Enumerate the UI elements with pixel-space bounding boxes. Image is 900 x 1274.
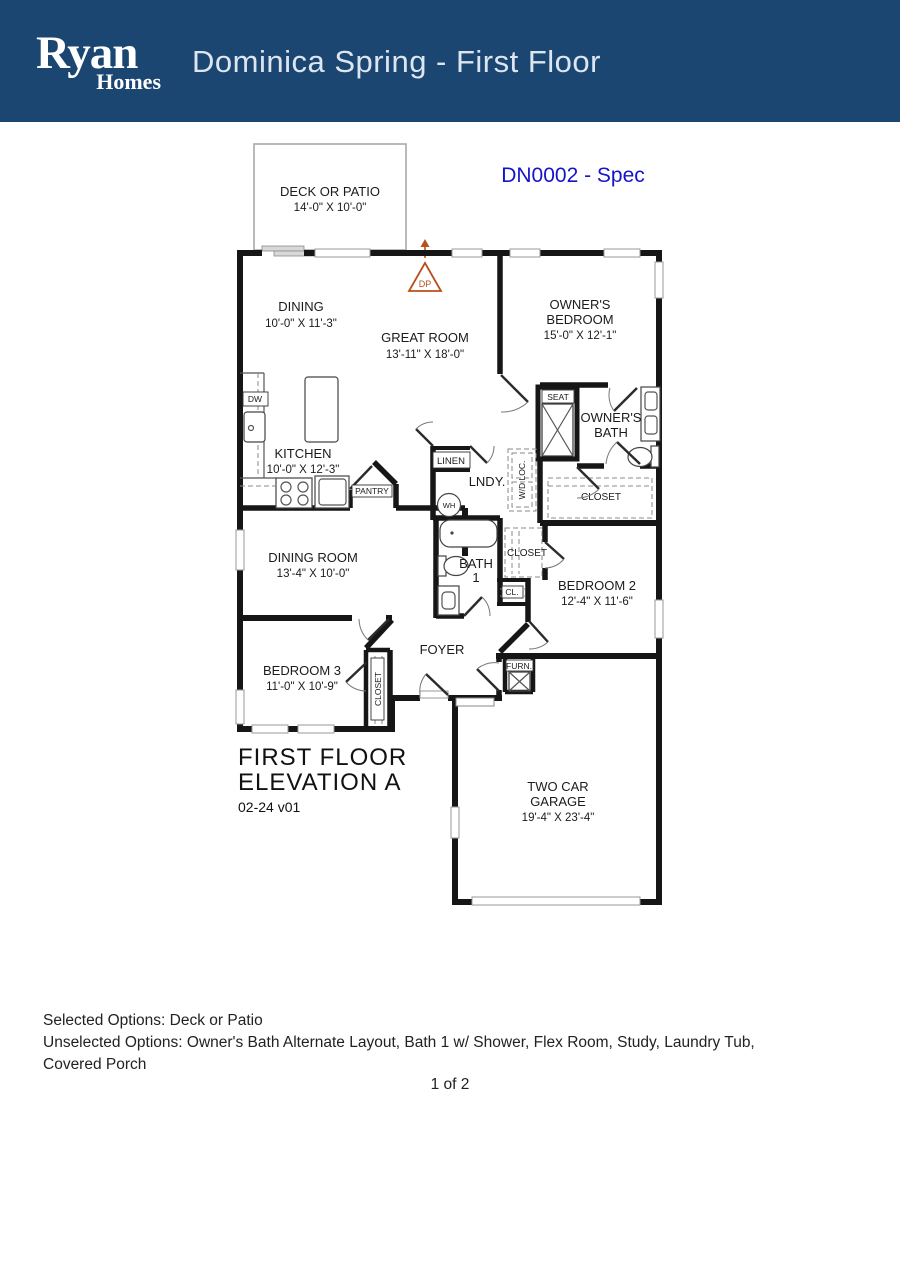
bath1-name1: BATH	[459, 556, 493, 571]
deck-or-patio	[254, 144, 406, 256]
dining-dims: 10'-0" X 11'-3"	[265, 318, 337, 330]
owners-shower	[538, 387, 577, 459]
owners-bath-name1: OWNER'S	[580, 410, 642, 425]
bedroom3-dims: 11'-0" X 10'-9"	[266, 681, 338, 693]
deck-dims: 14'-0" X 10'-0"	[293, 202, 367, 214]
owners-bath-fixtures	[628, 387, 660, 467]
garage-dims: 19'-4" X 23'-4"	[521, 812, 595, 824]
logo-homes: Homes	[96, 69, 161, 94]
dw-label: DW	[247, 394, 263, 404]
owners-closet-label: CLOSET	[580, 492, 622, 503]
dining-room-name: DINING ROOM	[268, 550, 358, 565]
owners-bedroom-name2: BEDROOM	[546, 312, 614, 327]
garage-name2: GARAGE	[530, 794, 586, 809]
seat-label: SEAT	[547, 392, 569, 402]
elevation-title-block	[238, 744, 407, 815]
page-number: 1 of 2	[430, 1076, 470, 1093]
elevation-line1: FIRST FLOOR	[238, 744, 408, 771]
dining-room-dims: 13'-4" X 10'-0"	[276, 568, 350, 580]
page-title: Dominica Spring - First Floor	[192, 44, 601, 79]
elevation-line2: ELEVATION A	[238, 769, 402, 796]
bedroom2-closet	[505, 528, 547, 577]
bedroom2-name: BEDROOM 2	[557, 578, 637, 593]
logo-ryan: Ryan	[36, 27, 138, 79]
owners-closet	[548, 478, 652, 518]
washer-dryer-location	[508, 449, 536, 511]
garage-name1: TWO CAR	[527, 779, 589, 794]
garage-step	[456, 698, 494, 706]
bedroom2-closet-label: CLOSET	[506, 548, 548, 559]
selected-options: Selected Options: Deck or Patio	[43, 1012, 263, 1029]
pantry-label: PANTRY	[355, 486, 389, 496]
foyer-label: FOYER	[419, 642, 465, 657]
owners-bedroom-name1: OWNER'S	[549, 297, 611, 312]
unselected-options-line2: Covered Porch	[43, 1056, 147, 1073]
bedroom3-closet-label: CLOSET	[373, 671, 383, 707]
great-room-dims: 13'-11" X 18'-0"	[385, 349, 465, 361]
cl-label: CL.	[505, 587, 519, 597]
options-text	[43, 1010, 857, 1076]
elevation-version: 02-24 v01	[238, 799, 301, 815]
kitchen-fixtures	[240, 373, 349, 508]
bedroom3-closet	[366, 650, 390, 732]
furn-label: FURN.	[506, 661, 532, 671]
laundry-label: LNDY.	[468, 474, 506, 489]
linen-closet	[433, 448, 470, 470]
unselected-options-line1: Unselected Options: Owner's Bath Alternate Layout, Bath 1 w/ Shower, Flex Room, Study, Laundry Tub,	[43, 1034, 755, 1051]
kitchen-dims: 10'-0" X 12'-3"	[266, 464, 340, 476]
kitchen-name: KITCHEN	[274, 446, 332, 461]
wd-loc-label: W/D LOC.	[517, 460, 527, 500]
bedroom2-dims: 12'-4" X 11'-6"	[561, 596, 633, 608]
linen-label: LINEN	[437, 456, 465, 467]
bedroom3-name: BEDROOM 3	[262, 663, 342, 678]
furnace-closet	[505, 656, 533, 692]
spec-label: DN0002 - Spec	[501, 164, 645, 187]
bath1-name2: 1	[472, 570, 480, 585]
dp-label: DP	[418, 279, 432, 289]
dp-marker	[409, 239, 441, 291]
owners-bedroom-dims: 15'-0" X 12'-1"	[543, 330, 617, 342]
deck-name: DECK OR PATIO	[280, 184, 380, 199]
water-heater	[438, 494, 461, 517]
wh-label: WH	[442, 501, 456, 510]
dining-name: DINING	[278, 299, 324, 314]
great-room-name: GREAT ROOM	[381, 330, 469, 345]
owners-bath-name2: BATH	[594, 425, 628, 440]
